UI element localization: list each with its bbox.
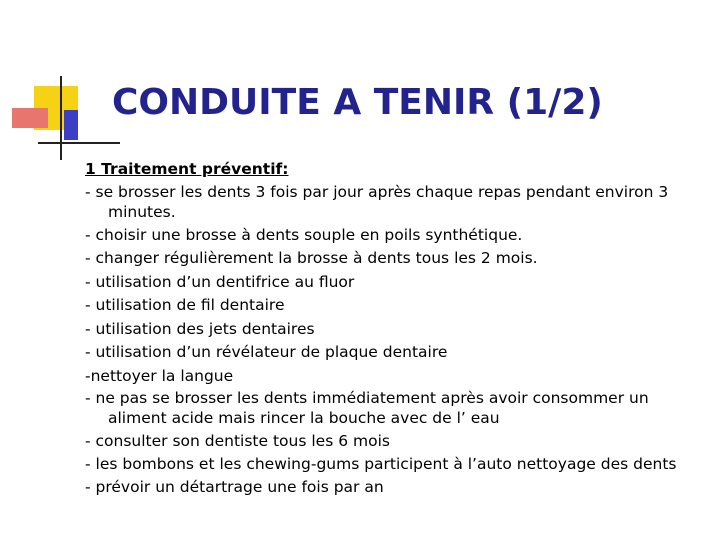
list-item: - prévoir un détartrage une fois par an — [85, 477, 384, 496]
blue-square-shape — [64, 110, 78, 140]
list-item: - ne pas se brosser les dents immédiatement après avoir consommer un aliment acide mais rincer la bouche avec de l’ eau — [85, 389, 649, 427]
horizontal-line-shape — [38, 142, 120, 144]
section-heading: 1 Traitement préventif: — [85, 160, 289, 178]
list-item: - utilisation d’un dentifrice au fluor — [85, 272, 355, 291]
list-item: - utilisation d’un révélateur de plaque dentaire — [85, 343, 448, 361]
list-item: - choisir une brosse à dents souple en poils synthétique. — [85, 225, 523, 244]
corner-logo-decoration — [0, 0, 120, 170]
list-item: - les bombons et les chewing-gums participent à l’auto nettoyage des dents — [85, 454, 677, 473]
list-item: - utilisation de fil dentaire — [85, 296, 285, 314]
vertical-line-shape — [60, 76, 62, 160]
slide-title: CONDUITE A TENIR (1/2) — [112, 82, 603, 123]
list-item: -nettoyer la langue — [85, 366, 234, 385]
list-item: - utilisation des jets dentaires — [85, 319, 315, 338]
list-item: - changer régulièrement la brosse à dents tous les 2 mois. — [85, 249, 538, 267]
red-square-shape — [12, 108, 48, 128]
slide-body — [85, 158, 705, 499]
list-item: - consulter son dentiste tous les 6 mois — [85, 432, 390, 450]
list-item: - se brosser les dents 3 fois par jour après chaque repas pendant environ 3 minutes. — [85, 182, 669, 221]
